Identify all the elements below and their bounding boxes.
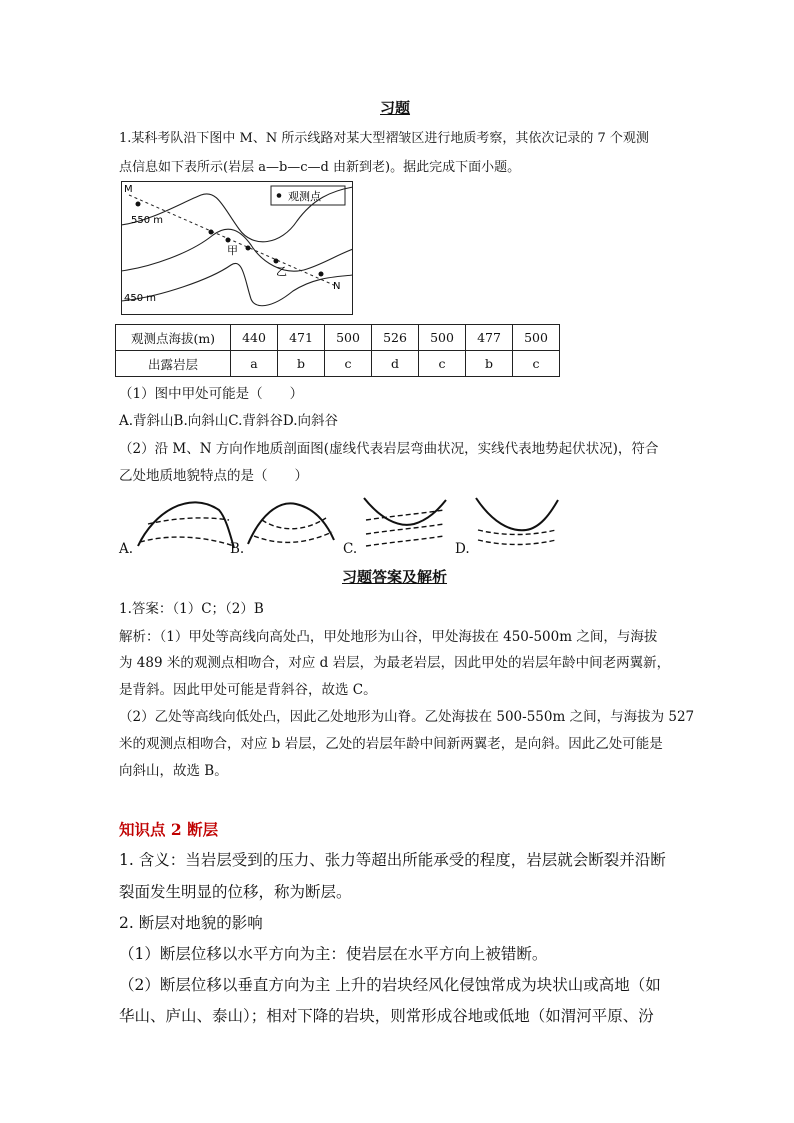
observation-point	[226, 238, 231, 243]
observation-point	[136, 202, 141, 207]
label-yi: 乙	[276, 265, 287, 278]
knowledge-line: 华山、庐山、泰山）；相对下降的岩块，则常形成谷地或低地（如渭河平原、汾	[119, 1007, 654, 1025]
table-cell: b	[278, 351, 325, 377]
label-m: M	[124, 184, 133, 195]
knowledge-heading: 知识点 2 断层	[119, 820, 219, 839]
label-jia: 甲	[227, 244, 238, 257]
label-450m: 450 m	[124, 293, 157, 304]
intro-line-1: 1.某科考队沿下图中 M、N 所示线路对某大型褶皱区进行地质考察，其依次记录的 7 个观测	[119, 131, 649, 146]
observation-table	[115, 324, 560, 377]
option-label-d: D.	[455, 541, 470, 557]
legend-dot	[277, 193, 282, 198]
table-cell: 500	[513, 325, 560, 351]
observation-point	[319, 272, 324, 277]
answer-line: 1.答案：（1）C；（2）B	[119, 601, 264, 617]
table-cell: c	[419, 351, 466, 377]
table-cell: c	[325, 351, 372, 377]
table-cell: 500	[325, 325, 372, 351]
exercise-title: 习题	[380, 99, 411, 117]
table-cell: d	[372, 351, 419, 377]
analysis-line: 为 489 米的观测点相吻合，对应 d 岩层，为最老岩层，因此甲处的岩层年龄中间老两翼新，	[119, 655, 671, 671]
table-cell: a	[231, 351, 278, 377]
legend-label: 观测点	[288, 190, 321, 203]
analysis-line: 向斜山，故选 B。	[119, 763, 228, 779]
cross-section-b	[244, 494, 340, 554]
question-2-line-1: （2）沿 M、N 方向作地质剖面图(虚线代表岩层弯曲状况，实线代表地势起伏状况)，符合	[119, 441, 659, 457]
table-cell: 526	[372, 325, 419, 351]
label-n: N	[333, 281, 341, 292]
observation-point	[246, 246, 251, 251]
knowledge-line: 2. 断层对地貌的影响	[119, 914, 263, 932]
table-cell: c	[513, 351, 560, 377]
question-1: （1）图中甲处可能是（ ）	[119, 386, 304, 402]
table-header-layer: 出露岩层	[116, 351, 231, 377]
observation-point	[209, 230, 214, 235]
table-cell: 477	[466, 325, 513, 351]
observation-point	[274, 259, 279, 264]
intro-line-2: 点信息如下表所示(岩层 a—b—c—d 由新到老)。据此完成下面小题。	[119, 160, 521, 175]
table-header-elevation: 观测点海拔(m)	[116, 325, 231, 351]
answers-title: 习题答案及解析	[342, 568, 448, 586]
option-label-a: A.	[119, 541, 134, 557]
analysis-line: 是背斜。因此甲处可能是背斜谷，故选 C。	[119, 682, 377, 698]
knowledge-line: 1. 含义：当岩层受到的压力、张力等超出所能承受的程度，岩层就会断裂并沿断	[119, 851, 666, 869]
analysis-line: 解析：（1）甲处等高线向高处凸，甲处地形为山谷，甲处海拔在 450-500m 之间，与海拔	[119, 629, 658, 645]
contour-map	[121, 181, 353, 315]
cross-section-c	[358, 490, 450, 550]
analysis-line: （2）乙处等高线向低处凸，因此乙处地形为山脊。乙处海拔在 500-550m 之间，与海拔为 527	[119, 709, 695, 725]
table-cell: 440	[231, 325, 278, 351]
question-2-line-2: 乙处地质地貌特点的是（ ）	[119, 468, 308, 484]
table-cell: b	[466, 351, 513, 377]
question-1-options: A.背斜山B.向斜山C.背斜谷D.向斜谷	[119, 413, 339, 429]
table-row	[116, 351, 560, 377]
analysis-line: 米的观测点相吻合，对应 b 岩层，乙处的岩层年龄中间新两翼老，是向斜。因此乙处可能是	[119, 736, 663, 752]
label-550m: 550 m	[131, 215, 164, 226]
option-label-b: B.	[230, 541, 245, 557]
table-row	[116, 325, 560, 351]
option-label-c: C.	[343, 541, 358, 557]
cross-section-a	[134, 494, 240, 554]
table-cell: 471	[278, 325, 325, 351]
knowledge-line: 裂面发生明显的位移，称为断层。	[119, 883, 352, 901]
table-cell: 500	[419, 325, 466, 351]
knowledge-line: （2）断层位移以垂直方向为主 上升的岩块经风化侵蚀常成为块状山或高地（如	[119, 976, 661, 994]
knowledge-line: （1）断层位移以水平方向为主：使岩层在水平方向上被错断。	[119, 945, 548, 963]
cross-section-d	[470, 490, 566, 550]
